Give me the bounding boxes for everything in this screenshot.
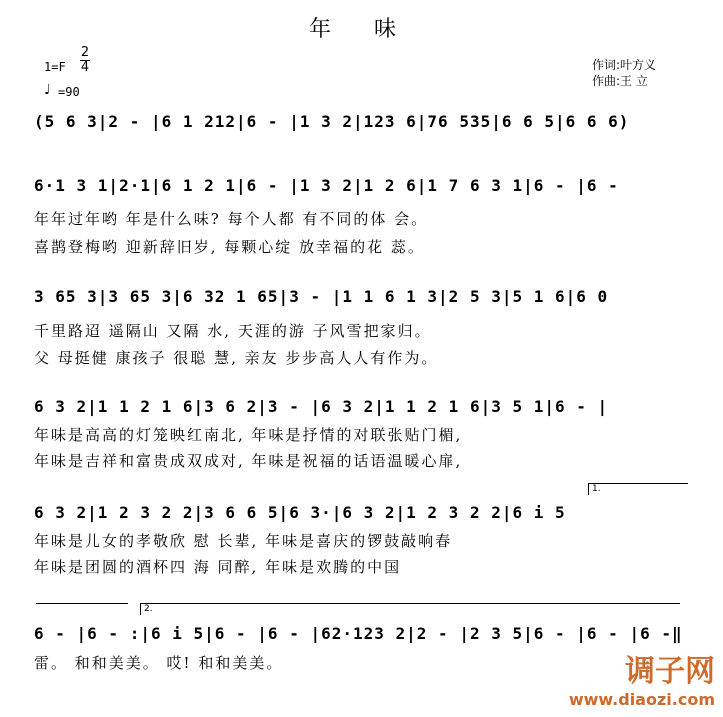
- notation-row-3: 3 65 3|3 65 3|6 32 1 65|3 - |1 1 6 1 3|2 5 3|5 1 6|6 0: [34, 287, 609, 306]
- lyric-line-5: 年味是高高的灯笼映红南北, 年味是抒情的对联张贴门楣,: [34, 426, 463, 444]
- time-signature: [80, 46, 90, 75]
- watermark-logo: 调子网: [625, 654, 715, 689]
- volta-bracket-1: [588, 483, 688, 484]
- lyric-line-6: 年味是吉祥和富贵成双成对, 年味是祝福的话语温暖心扉,: [34, 452, 463, 470]
- quarter-note-icon: ♩: [44, 82, 51, 98]
- notation-row-5: 6 3 2|1 2 3 2 2|3 6 6 5|6 3·|6 3 2|1 2 3 2 2|6 i 5: [34, 503, 566, 522]
- lyric-line-9: 雷。 和和美美。 哎! 和和美美。: [34, 654, 284, 672]
- time-sig-bottom: 4: [80, 60, 90, 75]
- lyric-line-2: 喜鹊登梅哟 迎新辞旧岁, 每颗心绽 放幸福的花 蕊。: [34, 238, 425, 256]
- volta-2-label: 2.: [144, 604, 153, 614]
- volta-bracket-2-edge: [140, 603, 141, 615]
- key-signature: 1=F: [44, 60, 66, 74]
- composer: 作曲:王 立: [592, 74, 648, 88]
- lyric-line-7: 年味是儿女的孝敬欣 慰 长辈, 年味是喜庆的锣鼓敲响春: [34, 532, 453, 550]
- credits: [592, 57, 656, 89]
- volta-1-label: 1.: [592, 484, 601, 494]
- lyric-line-8: 年味是团圆的酒杯四 海 同醉, 年味是欢腾的中国: [34, 558, 402, 576]
- volta-bracket-1-edge: [588, 483, 589, 495]
- lyric-line-1: 年年过年哟 年是什么味? 每个人都 有不同的体 会。: [34, 210, 429, 228]
- lyric-line-4: 父 母挺健 康孩子 很聪 慧, 亲友 步步高人人有作为。: [34, 349, 439, 367]
- notation-row-4: 6 3 2|1 1 2 1 6|3 6 2|3 - |6 3 2|1 1 2 1 6|3 5 1|6 - |: [34, 397, 609, 416]
- watermark: [569, 646, 715, 709]
- song-title: 年 味: [309, 17, 414, 42]
- time-sig-top: 2: [80, 45, 90, 60]
- volta-bracket-2: [140, 603, 680, 604]
- volta-end-bracket: [36, 603, 128, 604]
- lyric-line-3: 千里路迢 遥隔山 又隔 水, 天涯的游 子风雪把家归。: [34, 322, 432, 340]
- notation-row-6: 6 - |6 - :|6 i 5|6 - |6 - |62·123 2|2 - |2 3 5|6 - |6 - |6 -‖: [34, 624, 683, 643]
- watermark-url: www.diaozi.com: [568, 690, 715, 709]
- notation-row-2: 6·1 3 1|2·1|6 1 2 1|6 - |1 3 2|1 2 6|1 7 6 3 1|6 - |6 -: [34, 176, 619, 195]
- tempo: =90: [58, 85, 80, 99]
- lyricist: 作词:叶方义: [592, 58, 657, 72]
- notation-row-1: (5 6 3|2 - |6 1 212|6 - |1 3 2|123 6|76 535|6 6 5|6 6 6): [34, 112, 630, 131]
